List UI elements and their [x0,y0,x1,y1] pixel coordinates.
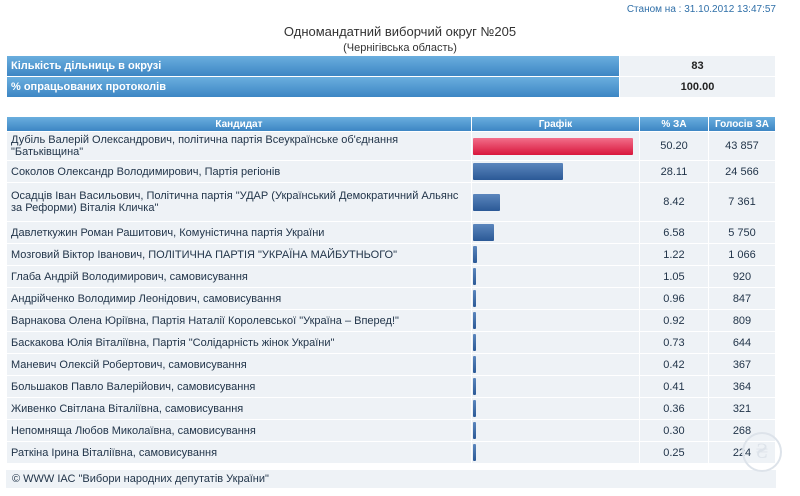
candidate-name: Соколов Олександр Володимирович, Партія регіонів [7,161,471,182]
table-row [7,288,775,309]
table-row [7,266,775,287]
summary-value: 100.00 [620,77,775,97]
watermark-logo-icon: ₴ [742,432,782,472]
column-header-candidate: Кандидат [7,117,471,131]
table-row [7,420,775,441]
footer-copyright: © WWW ІАС "Вибори народних депутатів України" [6,470,776,488]
result-bar [473,312,476,329]
votes-value: 43 857 [709,132,775,160]
result-graph-cell [472,332,639,353]
percent-value: 0.36 [640,398,708,419]
result-bar [473,444,476,461]
result-bar [473,378,476,395]
results-header-row [7,117,775,131]
percent-value: 8.42 [640,183,708,221]
result-bar [473,194,500,211]
summary-label: % опрацьованих протоколів [7,77,619,97]
votes-value: 5 750 [709,222,775,243]
result-graph-cell [472,183,639,221]
summary-value: 83 [620,56,775,76]
candidate-name: Большаков Павло Валерійович, самовисування [7,376,471,397]
result-graph-cell [472,244,639,265]
percent-value: 28.11 [640,161,708,182]
candidate-name: Мозговий Віктор Іванович, ПОЛІТИЧНА ПАРТІЯ "УКРАЇНА МАЙБУТНЬОГО" [7,244,471,265]
votes-value: 644 [709,332,775,353]
result-bar [473,224,494,241]
result-bar [473,246,477,263]
result-bar [473,356,476,373]
candidate-name: Осадців Іван Васильович, Політична партія "УДАР (Український Демократичний Альянс за Реформи) Віталія Кличка" [7,183,471,221]
votes-value: 809 [709,310,775,331]
percent-value: 0.92 [640,310,708,331]
percent-value: 0.25 [640,442,708,463]
table-row [7,310,775,331]
column-header-votes: Голосів ЗА [709,117,775,131]
percent-value: 0.41 [640,376,708,397]
result-bar [473,268,476,285]
result-bar [473,422,476,439]
result-graph-cell [472,132,639,160]
percent-value: 1.05 [640,266,708,287]
percent-value: 1.22 [640,244,708,265]
result-graph-cell [472,376,639,397]
votes-value: 321 [709,398,775,419]
result-bar [473,138,633,155]
column-header-pct: % ЗА [640,117,708,131]
table-row [7,132,775,160]
percent-value: 0.73 [640,332,708,353]
candidate-name: Андрійченко Володимир Леонідович, самовисування [7,288,471,309]
votes-value: 268 [709,420,775,441]
result-graph-cell [472,288,639,309]
result-graph-cell [472,222,639,243]
votes-value: 847 [709,288,775,309]
candidate-name: Варнакова Олена Юріївна, Партія Наталії Королевської "Україна – Вперед!" [7,310,471,331]
percent-value: 0.42 [640,354,708,375]
votes-value: 224 [709,442,775,463]
status-value: 31.10.2012 13:47:57 [684,4,776,15]
table-row [7,332,775,353]
summary-row [7,77,775,97]
result-graph-cell [472,354,639,375]
result-bar [473,400,476,417]
candidate-name: Баскакова Юлія Віталіївна, Партія "Солідарність жінок України" [7,332,471,353]
percent-value: 0.30 [640,420,708,441]
table-row [7,222,775,243]
table-row [7,376,775,397]
votes-value: 7 361 [709,183,775,221]
result-bar [473,290,476,307]
votes-value: 367 [709,354,775,375]
result-bar [473,163,563,180]
percent-value: 0.96 [640,288,708,309]
candidate-name: Раткіна Ірина Віталіївна, самовисування [7,442,471,463]
column-header-graph: Графік [472,117,639,131]
candidate-name: Живенко Світлана Віталіївна, самовисування [7,398,471,419]
table-row [7,354,775,375]
summary-row [7,56,775,76]
percent-value: 50.20 [640,132,708,160]
page-subtitle: (Чернігівська область) [343,42,457,54]
result-graph-cell [472,442,639,463]
votes-value: 24 566 [709,161,775,182]
result-graph-cell [472,266,639,287]
table-row [7,442,775,463]
results-table [6,116,776,464]
summary-label: Кількість дільниць в окрузі [7,56,619,76]
table-row [7,398,775,419]
table-row [7,244,775,265]
votes-value: 364 [709,376,775,397]
table-row [7,161,775,182]
result-graph-cell [472,310,639,331]
results-body [7,132,775,463]
result-graph-cell [472,420,639,441]
table-row [7,183,775,221]
candidate-name: Глаба Андрій Володимирович, самовисування [7,266,471,287]
candidate-name: Маневич Олексій Робертович, самовисування [7,354,471,375]
votes-value: 920 [709,266,775,287]
candidate-name: Дубіль Валерій Олександрович, політична партія Всеукраїнське об'єднання "Батьківщина" [7,132,471,160]
result-graph-cell [472,161,639,182]
percent-value: 6.58 [640,222,708,243]
candidate-name: Непомняща Любов Миколаївна, самовисування [7,420,471,441]
page-title: Одномандатний виборчий округ №205 [283,24,517,39]
votes-value: 1 066 [709,244,775,265]
status-label: Станом на : [626,4,682,15]
result-bar [473,334,476,351]
status-timestamp [627,4,776,15]
result-graph-cell [472,398,639,419]
candidate-name: Давлеткужин Роман Рашитович, Комуністична партія України [7,222,471,243]
summary-table [6,55,776,98]
